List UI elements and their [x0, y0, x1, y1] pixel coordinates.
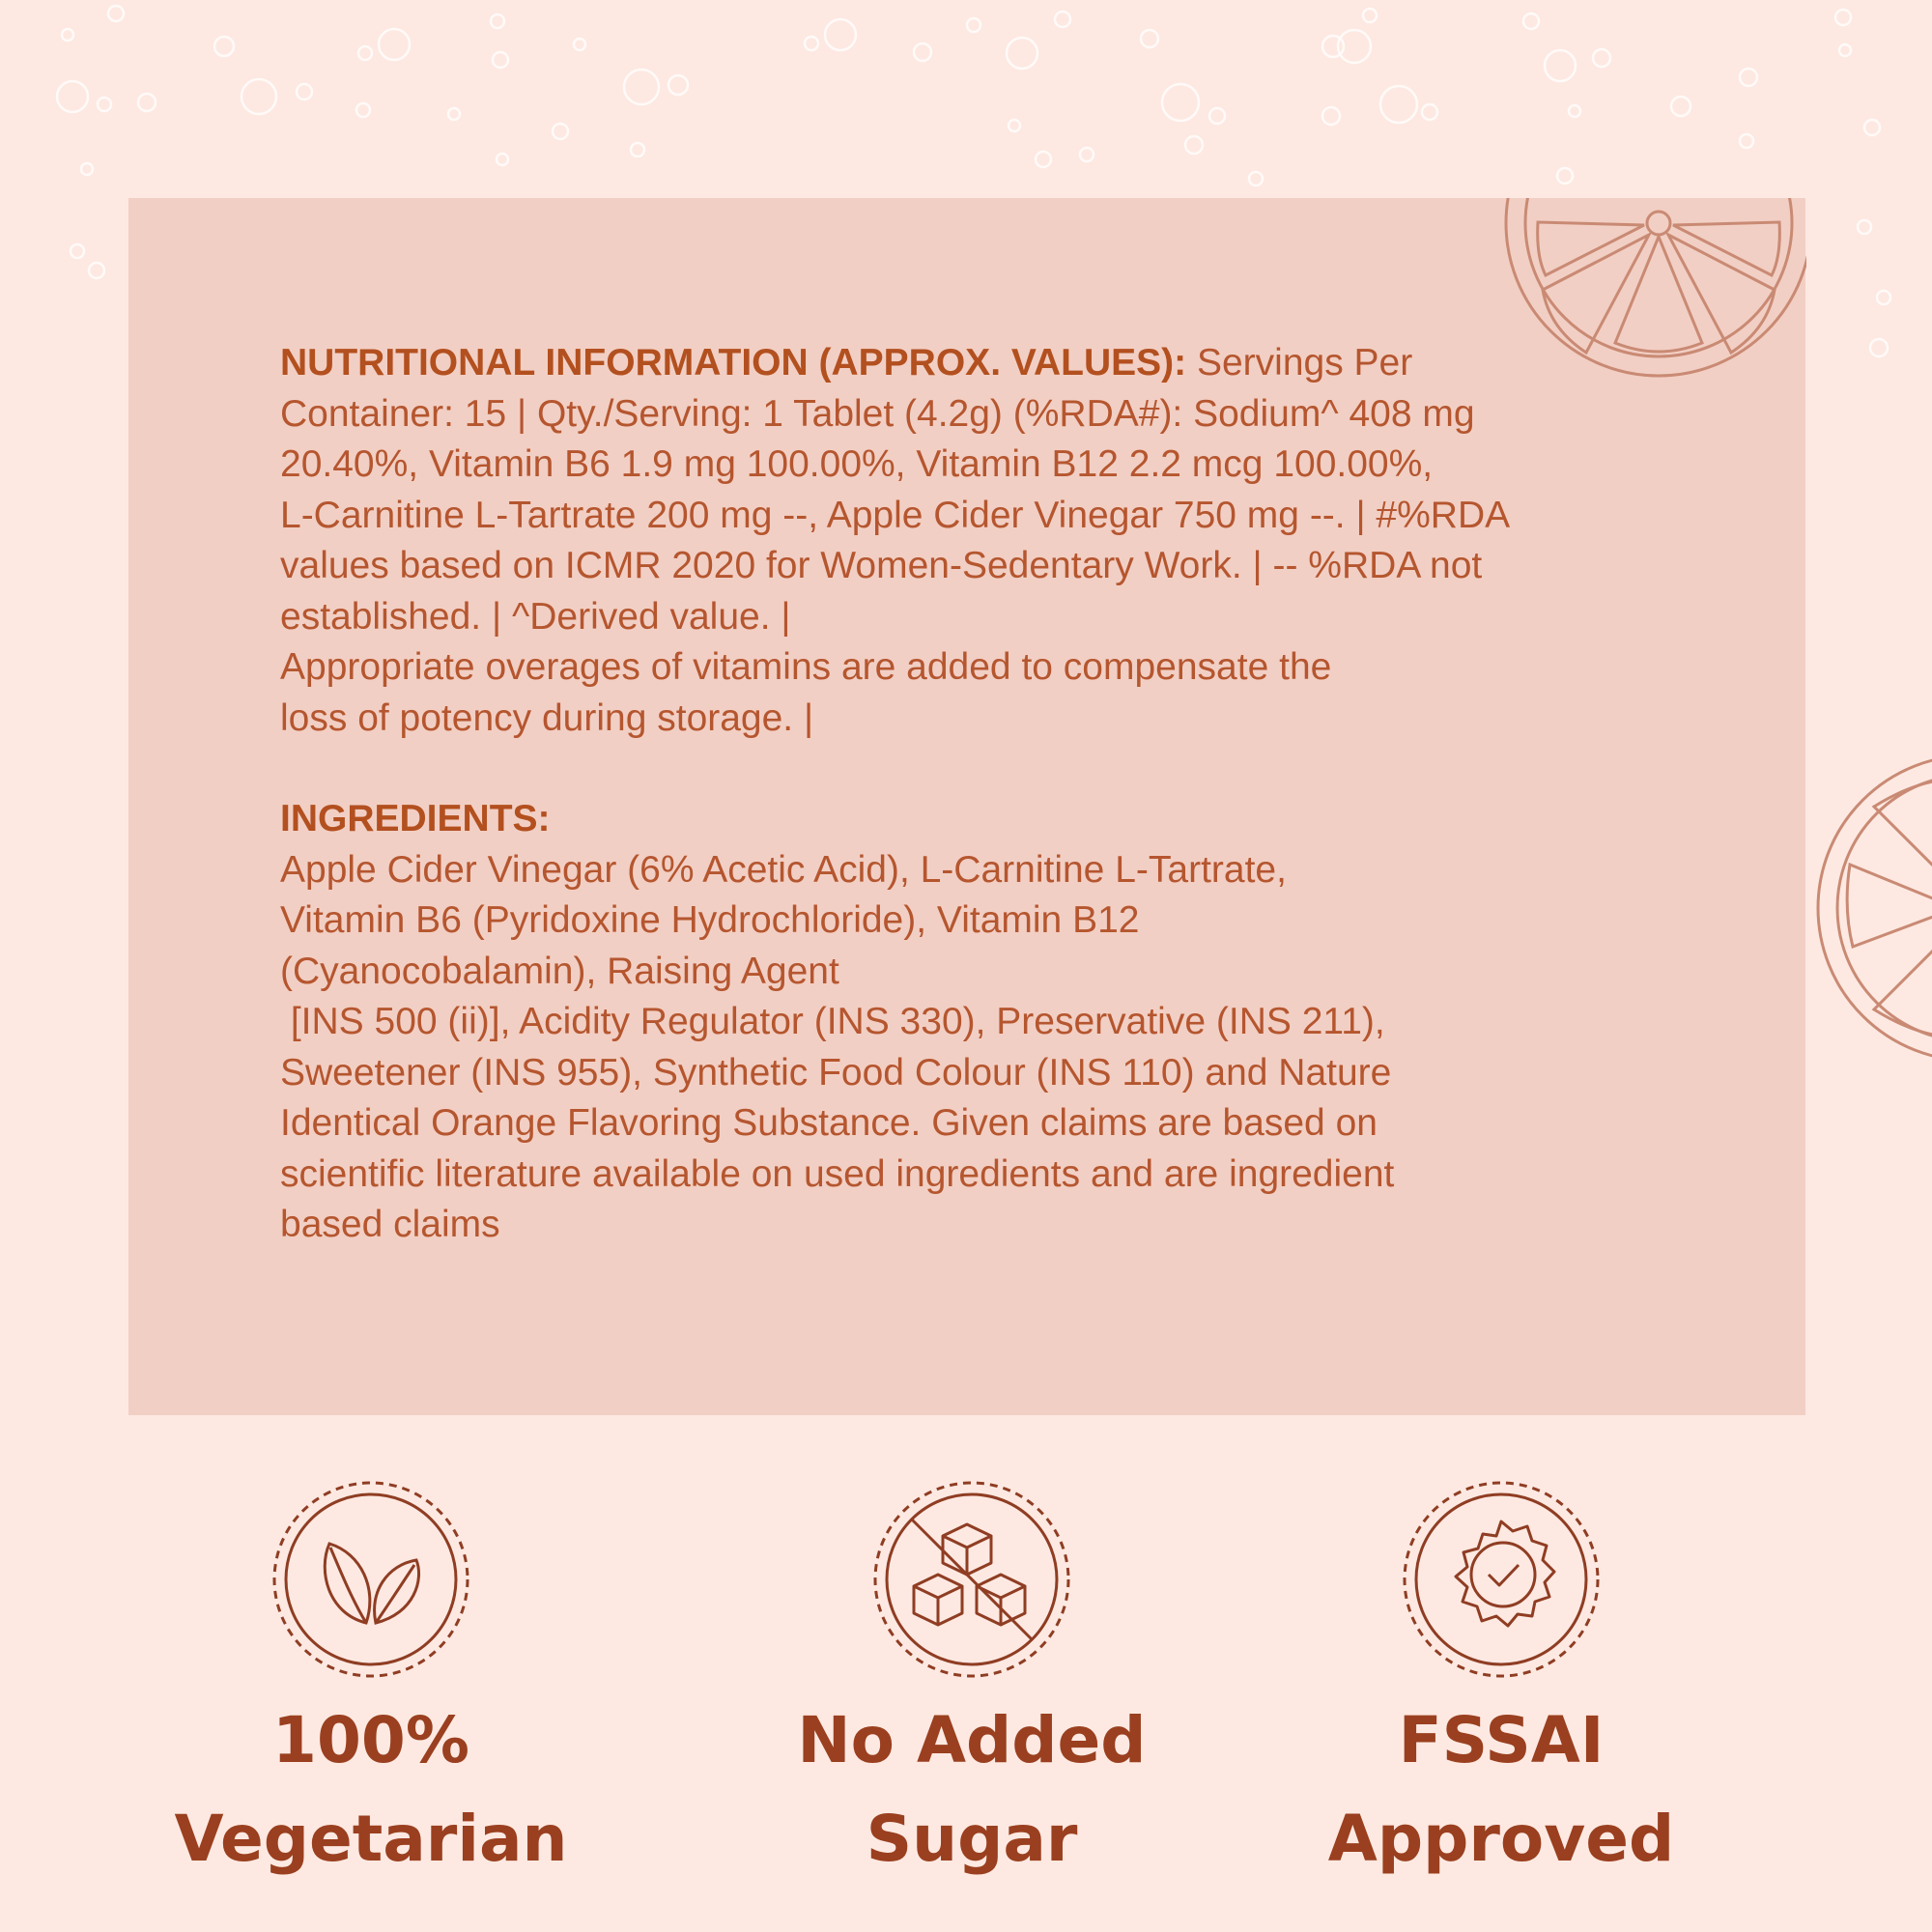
- ingredients-line: based claims: [280, 1204, 500, 1245]
- ingredients-heading: INGREDIENTS:: [280, 798, 551, 839]
- ingredients-line: Identical Orange Flavoring Substance. Given claims are based on: [280, 1102, 1378, 1144]
- badge-label-line2: Sugar: [866, 1802, 1078, 1876]
- label-text-block: [280, 338, 1652, 1251]
- nutrition-line: Servings Per: [1186, 342, 1413, 384]
- ingredients-line: Apple Cider Vinegar (6% Acetic Acid), L-Carnitine L-Tartrate,: [280, 848, 1287, 891]
- leaves-icon: [270, 1478, 472, 1681]
- badge-label-line1: FSSAI: [1398, 1703, 1605, 1777]
- badge-label-line2: Vegetarian: [174, 1802, 568, 1876]
- nutrition-line: loss of potency during storage. |: [280, 696, 814, 739]
- badge-label-line1: No Added: [797, 1703, 1147, 1777]
- nutrition-paragraph: [280, 338, 1652, 389]
- approved-seal-icon: [1400, 1478, 1603, 1681]
- no-sugar-cubes-icon: [870, 1478, 1073, 1681]
- badge-vegetarian: [139, 1478, 603, 1878]
- badge-label-line1: 100%: [272, 1703, 469, 1777]
- badge-label-line2: Approved: [1327, 1802, 1675, 1876]
- ingredients-line: Sweetener (INS 955), Synthetic Food Colour (INS 110) and Nature: [280, 1051, 1392, 1094]
- nutrition-line: 20.40%, Vitamin B6 1.9 mg 100.00%, Vitamin B12 2.2 mcg 100.00%,: [280, 443, 1434, 485]
- nutrition-line: established. | ^Derived value. |: [280, 595, 791, 638]
- ingredients-line: scientific literature available on used ingredients and are ingredient: [280, 1152, 1395, 1195]
- badge-no-added-sugar: [740, 1478, 1204, 1878]
- ingredients-line: [INS 500 (ii)], Acidity Regulator (INS 330), Preservative (INS 211),: [280, 1001, 1385, 1042]
- orange-slice-icon-right: [1816, 749, 1932, 1067]
- nutrition-heading: NUTRITIONAL INFORMATION (APPROX. VALUES):: [280, 342, 1187, 384]
- nutrition-line: values based on ICMR 2020 for Women-Sedentary Work. | -- %RDA not: [280, 545, 1483, 586]
- nutrition-line: Appropriate overages of vitamins are added to compensate the: [280, 646, 1332, 688]
- nutrition-line: Container: 15 | Qty./Serving: 1 Tablet (4.2g) (%RDA#): Sodium^ 408 mg: [280, 392, 1475, 435]
- ingredients-line: Vitamin B6 (Pyridoxine Hydrochloride), Vitamin B12: [280, 899, 1140, 941]
- badge-fssai-approved: [1269, 1478, 1733, 1878]
- nutrition-line: L-Carnitine L-Tartrate 200 mg --, Apple Cider Vinegar 750 mg --. | #%RDA: [280, 494, 1511, 536]
- ingredients-line: (Cyanocobalamin), Raising Agent: [280, 950, 839, 992]
